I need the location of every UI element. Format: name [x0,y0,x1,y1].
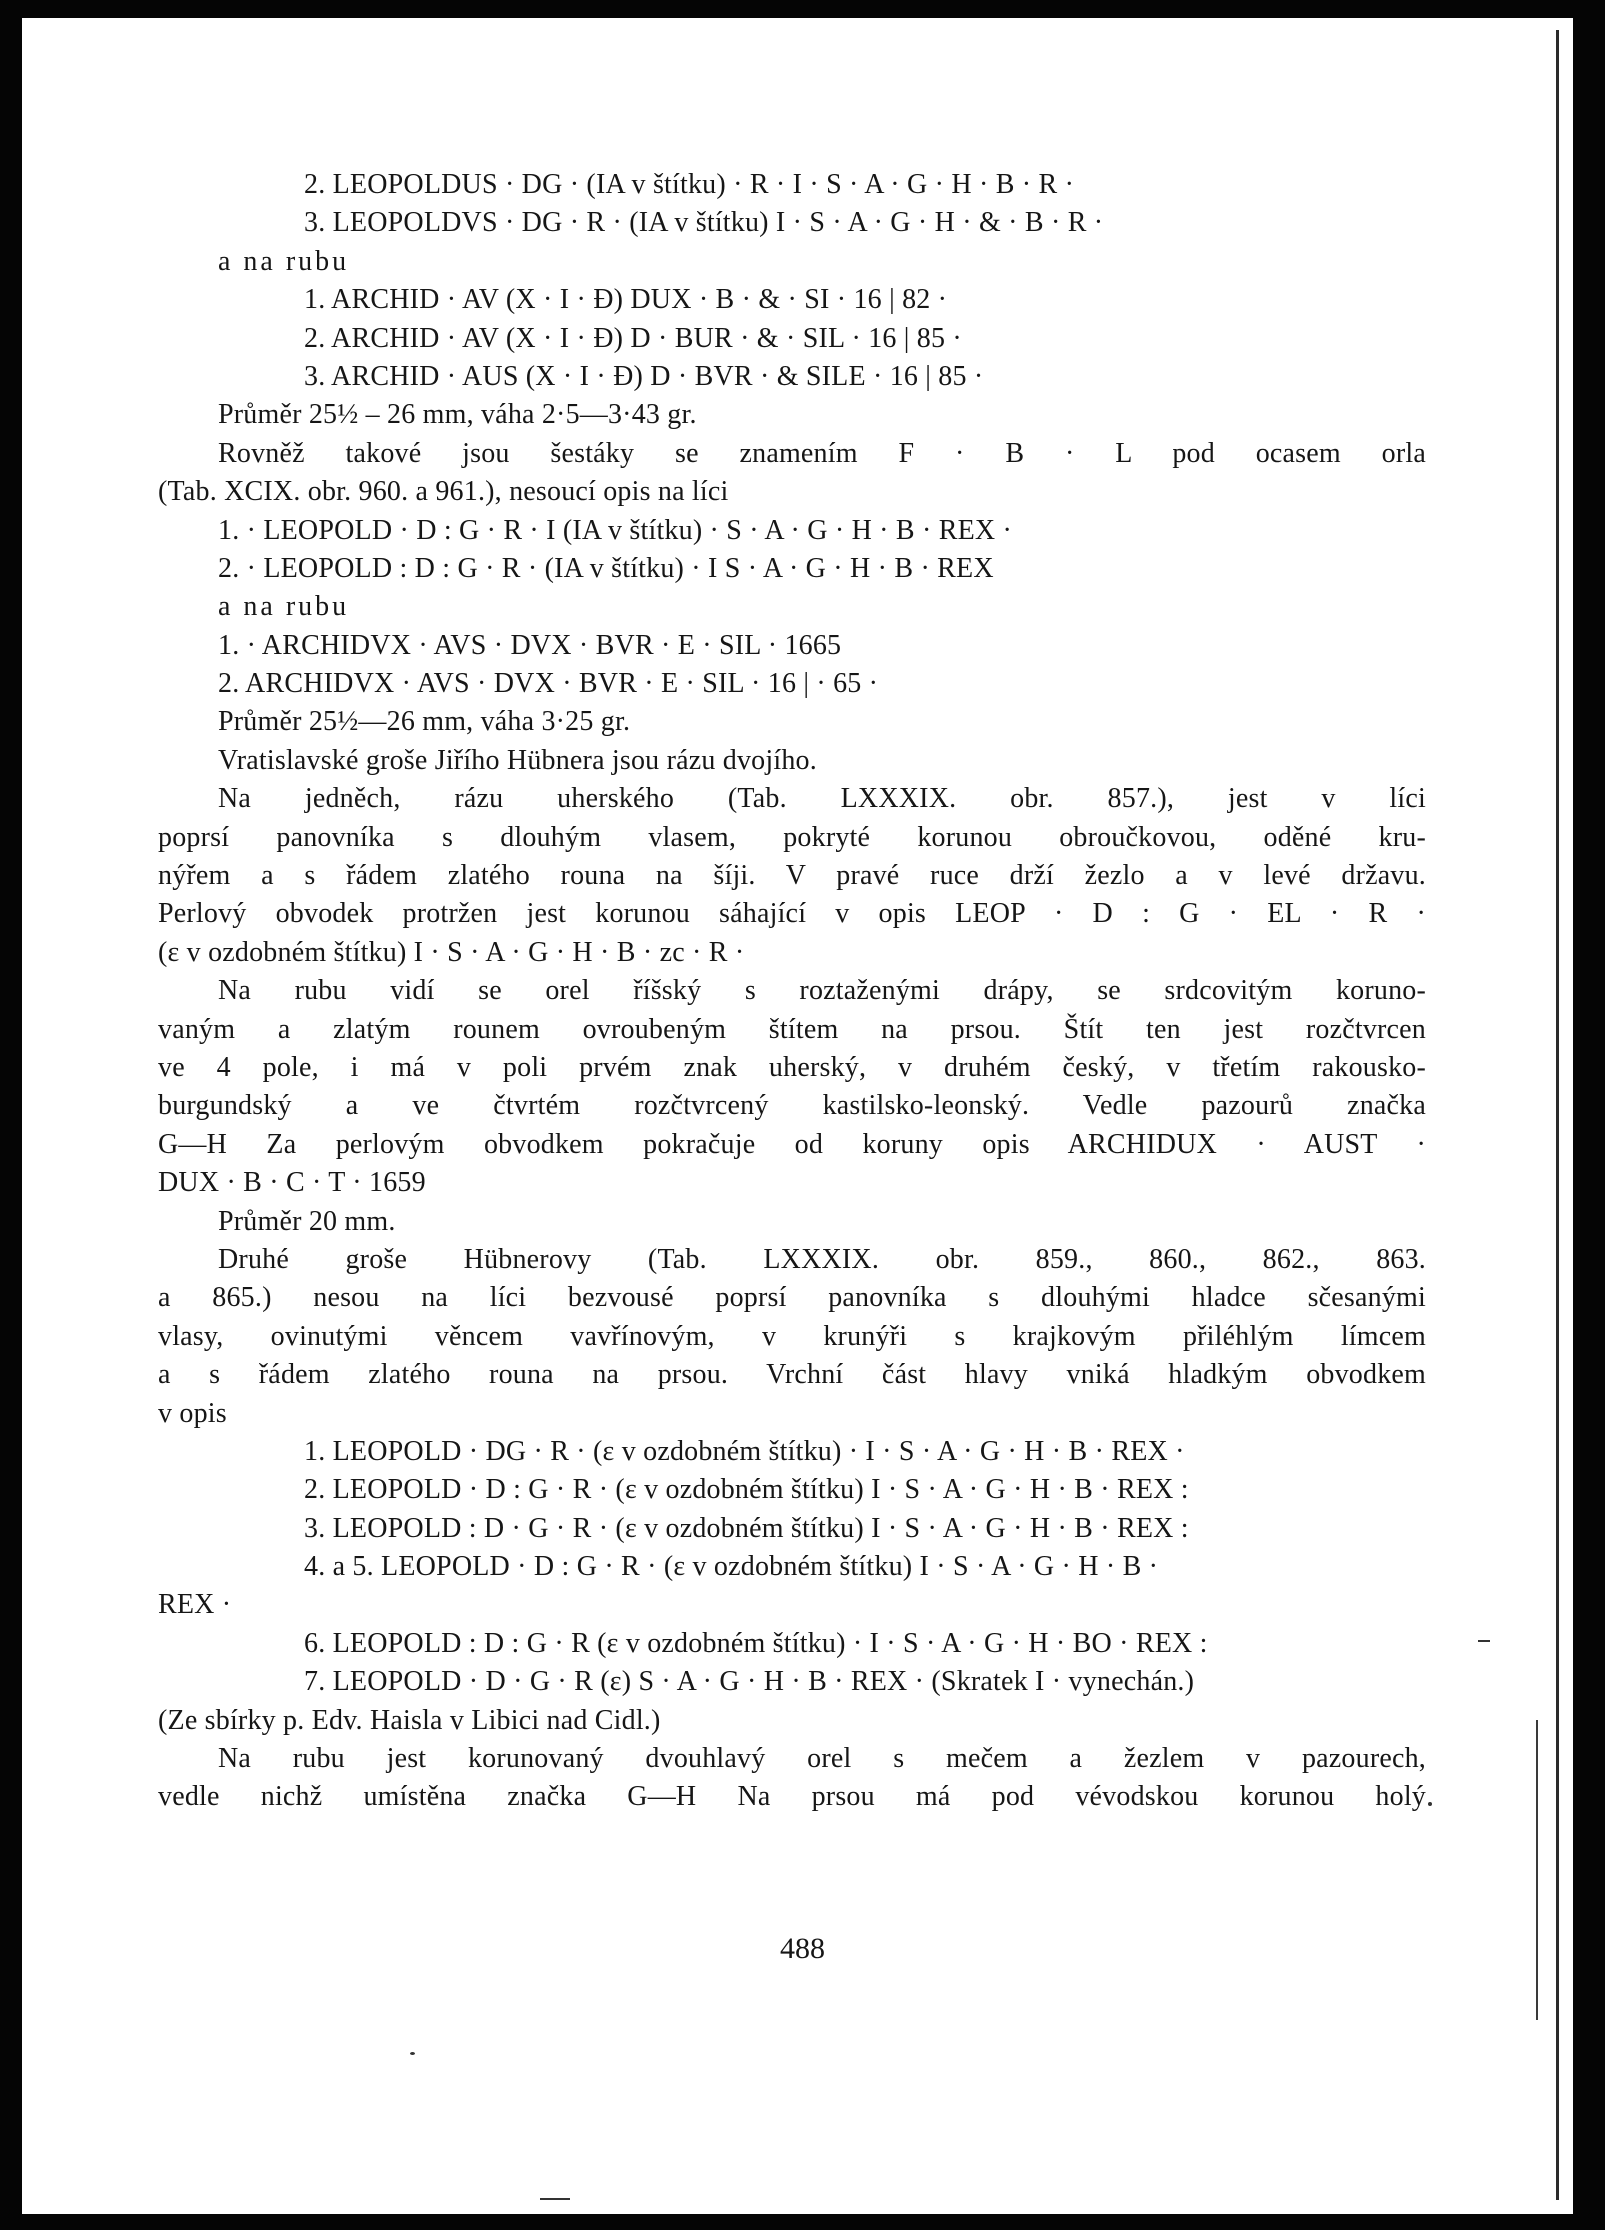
text-line: 1. ARCHID · AV (X · I · Đ) DUX · B · & · SI · 16 | 82 · [304,284,948,316]
scan-speck [1428,1802,1432,1806]
text-line: (ɛ v ozdobném štítku) I · S · A · G · H · B · zc · R · [158,936,745,968]
text-line: vaným a zlatým rounem ovroubeným štítem na prsou. Štít ten jest rozčtvrcen [158,1013,1426,1045]
text-line: 3. LEOPOLDVS · DG · R · (IA v štítku) I · S · A · G · H · & · B · R · [304,207,1104,239]
text-line: a na rubu [218,591,350,623]
text-line: Na jedněch, rázu uherského (Tab. LXXXIX. obr. 857.), jest v líci [218,783,1426,815]
scan-speck [1478,1640,1490,1642]
text-line: Perlový obvodek protržen jest korunou sáhající v opis LEOP · D : G · EL · R · [158,898,1426,930]
text-line: vlasy, ovinutými věncem vavřínovým, v krunýři s krajkovým přiléhlým límcem [158,1320,1426,1352]
text-line: (Ze sbírky p. Edv. Haisla v Libici nad Cidl.) [158,1704,661,1736]
page-text [158,166,1426,1817]
text-line: Průměr 25½ – 26 mm, váha 2·5—3·43 gr. [218,399,697,431]
page-number: 488 [780,1932,825,1965]
text-line: 7. LEOPOLD · D · G · R (ɛ) S · A · G · H · B · REX · (Skratek I · vynechán.) [304,1666,1195,1698]
text-line: G—H Za perlovým obvodkem pokračuje od koruny opis ARCHIDUX · AUST · [158,1128,1426,1160]
scan-speck [540,2198,570,2200]
scan-edge-bottom [0,2214,1605,2230]
scan-speck [410,2052,415,2055]
text-line: DUX · B · C · T · 1659 [158,1167,426,1199]
text-line: vedle nichž umístěna značka G—H Na prsou má pod vévodskou korunou holý [158,1781,1426,1813]
text-line: Vratislavské groše Jiřího Hübnera jsou rázu dvojího. [218,744,817,776]
text-line: 2. ARCHIDVX · AVS · DVX · BVR · E · SIL · 16 | · 65 · [218,668,879,700]
text-line: Rovněž takové jsou šestáky se znamením F · B · L pod ocasem orla [218,437,1426,469]
text-line: 3. ARCHID · AUS (X · I · Đ) D · BVR · & SILE · 16 | 85 · [304,360,984,392]
text-line: 1. · ARCHIDVX · AVS · DVX · BVR · E · SIL · 1665 [218,629,842,661]
text-line: burgundský a ve čtvrtém rozčtvrcený kastilsko-leonský. Vedle pazourů značka [158,1090,1426,1122]
scan-edge-left [0,0,22,2230]
text-line: Průměr 20 mm. [218,1205,396,1237]
text-line: Na rubu vidí se orel říšský s roztaženými drápy, se srdcovitým koruno- [218,975,1426,1007]
text-line: 6. LEOPOLD : D : G · R (ɛ v ozdobném štítku) · I · S · A · G · H · BO · REX : [304,1627,1208,1659]
text-line: v opis [158,1397,227,1429]
page-fold-line-secondary [1536,1720,1538,2020]
page-fold-line [1556,30,1559,2200]
text-line: a na rubu [218,245,350,277]
text-line: 2. LEOPOLDUS · DG · (IA v štítku) · R · I · S · A · G · H · B · R · [304,169,1075,200]
text-line: Na rubu jest korunovaný dvouhlavý orel s mečem a žezlem v pazourech, [218,1743,1426,1775]
text-line: ve 4 pole, i má v poli prvém znak uherský, v druhém český, v třetím rakousko- [158,1051,1426,1083]
text-line: 1. · LEOPOLD · D : G · R · I (IA v štítku) · S · A · G · H · B · REX · [218,514,1013,546]
text-line: a s řádem zlatého rouna na prsou. Vrchní část hlavy vniká hladkým obvodkem [158,1359,1426,1391]
text-line: 2. LEOPOLD · D : G · R · (ɛ v ozdobném štítku) I · S · A · G · H · B · REX : [304,1474,1189,1506]
scan-edge-right [1573,0,1605,2230]
text-line: 3. LEOPOLD : D · G · R · (ɛ v ozdobném štítku) I · S · A · G · H · B · REX : [304,1512,1189,1544]
text-line: poprsí panovníka s dlouhým vlasem, pokryté korunou obroučkovou, oděné kru- [158,821,1426,853]
text-line: REX · [158,1589,232,1621]
text-line: 2. ARCHID · AV (X · I · Đ) D · BUR · & · SIL · 16 | 85 · [304,322,962,354]
text-line: 4. a 5. LEOPOLD · D : G · R · (ɛ v ozdobném štítku) I · S · A · G · H · B · [304,1551,1159,1583]
text-line: (Tab. XCIX. obr. 960. a 961.), nesoucí opis na líci [158,476,729,508]
text-line: a 865.) nesou na líci bezvousé poprsí panovníka s dlouhými hladce sčesanými [158,1282,1426,1314]
text-line: Průměr 25½—26 mm, váha 3·25 gr. [218,706,631,738]
text-line: 1. LEOPOLD · DG · R · (ɛ v ozdobném štítku) · I · S · A · G · H · B · REX · [304,1435,1185,1467]
text-line: Druhé groše Hübnerovy (Tab. LXXXIX. obr. 859., 860., 862., 863. [218,1243,1426,1275]
text-line: 2. · LEOPOLD : D : G · R · (IA v štítku) · I S · A · G · H · B · REX [218,552,994,584]
text-line: nýřem a s řádem zlatého rouna na šíji. V pravé ruce drží žezlo a v levé državu. [158,860,1426,892]
scan-edge-top [0,0,1605,18]
